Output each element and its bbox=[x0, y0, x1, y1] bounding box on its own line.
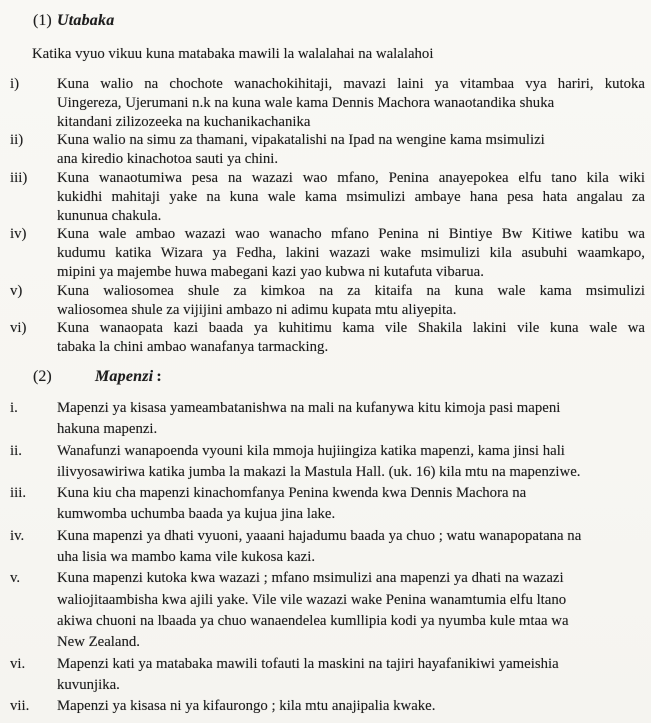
text-line: Kuna wale ambao wazazi wao wanacho mfano Penina ni Bintiye Bw Kitiwe katibu wa bbox=[57, 226, 645, 243]
s2-item-vi bbox=[0, 654, 651, 697]
s2-item-v bbox=[0, 568, 651, 653]
item-text bbox=[57, 654, 645, 697]
text-line: Wanafunzi wanapoenda vyouni kila mmoja hujiingiza katika mapenzi, kama jinsi hali bbox=[57, 442, 565, 459]
item-marker: vii. bbox=[10, 698, 30, 715]
item-text bbox=[57, 568, 645, 653]
item-marker: iii) bbox=[10, 169, 28, 186]
item-text bbox=[57, 75, 645, 131]
item-marker: ii. bbox=[10, 442, 22, 459]
text-line: Kuna mapenzi kutoka kwa wazazi ; mfano msimulizi ana mapenzi ya dhati na wazazi bbox=[57, 570, 564, 587]
text-line: tabaka la chini ambao wanafanya tarmacking. bbox=[57, 339, 329, 356]
item-text bbox=[57, 526, 645, 569]
s1-item-vi bbox=[0, 319, 651, 357]
item-marker: iv) bbox=[10, 226, 27, 243]
item-marker: iii. bbox=[10, 485, 27, 502]
s2-item-ii bbox=[0, 441, 651, 484]
text-line: mipini ya majembe huwa mabegani kazi yao kubwa ni kutafuta vibarua. bbox=[57, 263, 484, 280]
item-text bbox=[57, 398, 645, 441]
text-line: akiwa chuoni na lbaada ya chuo wanaendelea kumllipia kodi ya nyumba kule mtaa wa bbox=[57, 612, 569, 629]
section-2-list bbox=[0, 398, 651, 717]
item-text bbox=[57, 696, 645, 717]
s1-item-ii bbox=[0, 131, 651, 169]
text-line: Kuna kiu cha mapenzi kinachomfanya Penina kwenda kwa Dennis Machora na bbox=[57, 485, 527, 502]
text-line: kitandani zilizozeeka na kuchanikachanika bbox=[57, 113, 311, 130]
item-text bbox=[57, 319, 645, 357]
section-1-heading bbox=[33, 10, 651, 31]
text-line: hakuna mapenzi. bbox=[57, 421, 158, 438]
item-text bbox=[57, 131, 645, 169]
text-line: Kuna mapenzi ya dhati vyuoni, yaaani hajadumu baada ya chuo ; watu wanapopatana na bbox=[57, 527, 582, 544]
section-2-colon: : bbox=[156, 367, 162, 385]
text-line: uha lisia wa mambo kama vile kukosa kazi. bbox=[57, 549, 316, 566]
item-marker: i) bbox=[10, 76, 20, 92]
text-line: waliosomea shule za vijijini ambazo ni adimu kupata mtu aliyepita. bbox=[57, 301, 457, 318]
item-marker: v) bbox=[10, 282, 23, 299]
item-marker: vi) bbox=[10, 320, 27, 337]
text-line: Kuna walio na chochote wanachokihitaji, mavazi laini ya vitambaa vya hariri, kutoka bbox=[57, 76, 645, 92]
item-text bbox=[57, 169, 645, 225]
text-line: Mapenzi ya kisasa yameambatanishwa na mali na kufanywa kitu kimoja pasi mapeni bbox=[57, 399, 561, 416]
section-1-intro: Katika vyuo vikuu kuna matabaka mawili la walalahai na walalahoi bbox=[32, 46, 434, 62]
item-text bbox=[57, 282, 645, 320]
text-line: Kuna walio na simu za thamani, vipakatalishi na Ipad na wengine kama msimulizi bbox=[57, 132, 545, 149]
text-line: Kuna wanaopata kazi baada ya kuhitimu kama vile Shakila lakini vile kuna wale wa bbox=[57, 320, 645, 337]
item-marker: iv. bbox=[10, 527, 25, 544]
text-line: kumwomba uchumba baada ya kujua jina lake. bbox=[57, 506, 336, 523]
item-text bbox=[57, 441, 645, 484]
s1-item-iii bbox=[0, 169, 651, 225]
s1-item-iv bbox=[0, 225, 651, 281]
text-line: Uingereza, Ujerumani n.k na kuna wale kama Dennis Machora wanaotandika shuka bbox=[57, 94, 555, 111]
text-line: ana kiredio kinachotoa sauti ya chini. bbox=[57, 151, 279, 168]
item-text bbox=[57, 225, 645, 281]
section-1-list bbox=[0, 75, 651, 357]
text-line: Kuna waliosomea shule za kimkoa na za kitaifa na kuna wale kama msimulizi bbox=[57, 282, 645, 299]
text-line: kudumu katika Wizara ya Fedha, lakini wazazi wake msimulizi kila asubuhi waamkapo, bbox=[57, 245, 645, 262]
text-line: Kuna wanaotumiwa pesa na wazazi wao mfano, Penina anayepokea elfu tano kila wiki bbox=[57, 169, 645, 186]
item-marker: ii) bbox=[10, 132, 24, 149]
item-text bbox=[57, 483, 645, 526]
item-marker: i. bbox=[10, 399, 18, 416]
item-marker: v. bbox=[10, 570, 21, 587]
item-marker: vi. bbox=[10, 655, 26, 672]
s2-item-iii bbox=[0, 483, 651, 526]
s2-item-iv bbox=[0, 526, 651, 569]
text-line: kukidhi mahitaji yake na kuna wale kama msimulizi ambaye hana pesa hata angalau za bbox=[57, 188, 645, 205]
text-line: New Zealand. bbox=[57, 634, 140, 651]
section-1-number: (1) bbox=[33, 12, 52, 29]
section-2-number: (2) bbox=[33, 367, 52, 385]
s1-item-i bbox=[0, 75, 651, 131]
s1-item-v bbox=[0, 282, 651, 320]
text-line: Mapenzi ya kisasa ni ya kifaurongo ; kila mtu anajipalia kwake. bbox=[57, 698, 436, 715]
text-line: ilivyosawiriwa katika jumba la makazi la Mastula Hall. (uk. 16) kila mtu na mapenziwe. bbox=[57, 463, 581, 480]
s2-item-i bbox=[0, 398, 651, 441]
s2-item-vii bbox=[0, 696, 651, 717]
section-2-heading bbox=[33, 366, 651, 387]
section-1-title: Utabaka bbox=[57, 12, 115, 29]
text-line: waliojitaambisha kwa ajili yake. Vile vile wazazi wake Penina wanamtumia elfu ltano bbox=[57, 591, 567, 608]
text-line: kuvunjika. bbox=[57, 676, 120, 693]
section-2-title: Mapenzi bbox=[95, 367, 154, 385]
text-line: Mapenzi kati ya matabaka mawili tofauti la maskini na tajiri hayafanikiwi yameishia bbox=[57, 655, 559, 672]
text-line: kununua chakula. bbox=[57, 207, 162, 224]
